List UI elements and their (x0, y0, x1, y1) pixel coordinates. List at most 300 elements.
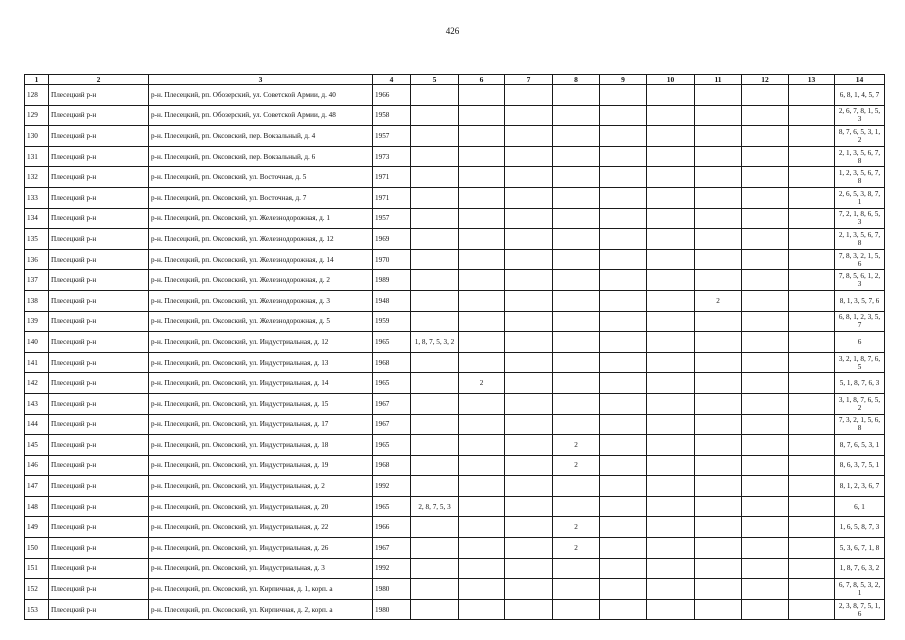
column-7-cell (505, 393, 553, 414)
column-12-cell (742, 126, 789, 147)
page-number: 426 (445, 26, 460, 36)
district-cell: Плесецкий р-н (49, 167, 149, 188)
column-8-cell (553, 208, 600, 229)
column-7-cell (505, 208, 553, 229)
column-5-cell (411, 538, 459, 559)
row-number-cell: 135 (25, 229, 49, 250)
column-header-12: 12 (742, 75, 789, 85)
table-row (25, 311, 885, 332)
column-11-cell (695, 455, 742, 476)
column-11-cell (695, 126, 742, 147)
district-cell: Плесецкий р-н (49, 352, 149, 373)
column-13-cell (789, 311, 835, 332)
column-13-cell (789, 187, 835, 208)
column-7-cell (505, 229, 553, 250)
column-10-cell (647, 352, 695, 373)
address-cell: р-н. Плесецкий, рп. Оксовский, ул. Индустриальная, д. 2 (149, 476, 373, 497)
address-cell: р-н. Плесецкий, рп. Оксовский, ул. Индустриальная, д. 19 (149, 455, 373, 476)
district-cell: Плесецкий р-н (49, 270, 149, 291)
column-11-cell (695, 579, 742, 600)
district-cell: Плесецкий р-н (49, 414, 149, 435)
row-number-cell: 150 (25, 538, 49, 559)
column-14-cell: 7, 2, 1, 8, 6, 5, 3 (835, 208, 885, 229)
column-7-cell (505, 579, 553, 600)
column-7-cell (505, 85, 553, 106)
column-14-cell: 6, 1 (835, 496, 885, 517)
column-10-cell (647, 558, 695, 579)
column-6-cell (459, 146, 505, 167)
address-cell: р-н. Плесецкий, рп. Оксовский, ул. Железнодорожная, д. 3 (149, 290, 373, 311)
column-5-cell (411, 208, 459, 229)
column-10-cell (647, 146, 695, 167)
year-cell: 1967 (373, 414, 411, 435)
column-6-cell (459, 167, 505, 188)
column-8-cell (553, 352, 600, 373)
column-13-cell (789, 332, 835, 353)
table-row (25, 249, 885, 270)
column-10-cell (647, 393, 695, 414)
column-10-cell (647, 435, 695, 456)
row-number-cell: 144 (25, 414, 49, 435)
column-13-cell (789, 229, 835, 250)
column-12-cell (742, 352, 789, 373)
year-cell: 1971 (373, 187, 411, 208)
address-cell: р-н. Плесецкий, рп. Оксовский, ул. Индустриальная, д. 15 (149, 393, 373, 414)
district-cell: Плесецкий р-н (49, 187, 149, 208)
column-7-cell (505, 496, 553, 517)
column-8-cell (553, 290, 600, 311)
column-11-cell (695, 105, 742, 126)
column-13-cell (789, 105, 835, 126)
column-14-cell: 1, 2, 3, 5, 6, 7, 8 (835, 167, 885, 188)
column-12-cell (742, 579, 789, 600)
row-number-cell: 134 (25, 208, 49, 229)
address-cell: р-н. Плесецкий, рп. Оксовский, ул. Индустриальная, д. 26 (149, 538, 373, 559)
column-8-cell (553, 558, 600, 579)
column-6-cell (459, 208, 505, 229)
table-row (25, 126, 885, 147)
column-9-cell (600, 455, 647, 476)
row-number-cell: 140 (25, 332, 49, 353)
column-5-cell (411, 229, 459, 250)
table-row (25, 538, 885, 559)
column-header-8: 8 (553, 75, 600, 85)
column-13-cell (789, 496, 835, 517)
column-7-cell (505, 373, 553, 394)
row-number-cell: 146 (25, 455, 49, 476)
table-row (25, 146, 885, 167)
column-7-cell (505, 599, 553, 620)
column-12-cell (742, 332, 789, 353)
column-10-cell (647, 476, 695, 497)
column-7-cell (505, 187, 553, 208)
column-5-cell (411, 105, 459, 126)
column-13-cell (789, 85, 835, 106)
column-header-14: 14 (835, 75, 885, 85)
row-number-cell: 145 (25, 435, 49, 456)
column-11-cell (695, 187, 742, 208)
column-14-cell: 8, 6, 3, 7, 5, 1 (835, 455, 885, 476)
column-7-cell (505, 538, 553, 559)
column-11-cell (695, 373, 742, 394)
column-14-cell: 6 (835, 332, 885, 353)
table-row (25, 208, 885, 229)
column-9-cell (600, 538, 647, 559)
table-row (25, 290, 885, 311)
table-row (25, 455, 885, 476)
column-10-cell (647, 105, 695, 126)
column-8-cell (553, 476, 600, 497)
column-9-cell (600, 579, 647, 600)
table-row (25, 517, 885, 538)
column-9-cell (600, 126, 647, 147)
column-13-cell (789, 270, 835, 291)
table-row (25, 187, 885, 208)
row-number-cell: 151 (25, 558, 49, 579)
row-number-cell: 133 (25, 187, 49, 208)
column-14-cell: 2, 3, 8, 7, 5, 1, 6 (835, 599, 885, 620)
row-number-cell: 148 (25, 496, 49, 517)
column-5-cell (411, 311, 459, 332)
column-8-cell (553, 146, 600, 167)
column-6-cell (459, 599, 505, 620)
year-cell: 1992 (373, 476, 411, 497)
table-row (25, 579, 885, 600)
column-10-cell (647, 517, 695, 538)
column-12-cell (742, 229, 789, 250)
column-6-cell (459, 332, 505, 353)
year-cell: 1966 (373, 517, 411, 538)
year-cell: 1970 (373, 249, 411, 270)
district-cell: Плесецкий р-н (49, 126, 149, 147)
column-7-cell (505, 290, 553, 311)
building-registry-table (24, 74, 885, 620)
column-8-cell (553, 599, 600, 620)
district-cell: Плесецкий р-н (49, 393, 149, 414)
column-13-cell (789, 290, 835, 311)
year-cell: 1957 (373, 126, 411, 147)
year-cell: 1958 (373, 105, 411, 126)
column-8-cell (553, 332, 600, 353)
column-9-cell (600, 208, 647, 229)
table-row (25, 85, 885, 106)
column-7-cell (505, 517, 553, 538)
column-8-cell: 2 (553, 538, 600, 559)
column-5-cell (411, 146, 459, 167)
year-cell: 1968 (373, 352, 411, 373)
district-cell: Плесецкий р-н (49, 311, 149, 332)
column-14-cell: 2, 1, 3, 5, 6, 7, 8 (835, 229, 885, 250)
column-9-cell (600, 146, 647, 167)
year-cell: 1967 (373, 393, 411, 414)
year-cell: 1980 (373, 599, 411, 620)
row-number-cell: 147 (25, 476, 49, 497)
column-13-cell (789, 558, 835, 579)
row-number-cell: 152 (25, 579, 49, 600)
column-12-cell (742, 373, 789, 394)
column-11-cell (695, 146, 742, 167)
year-cell: 1948 (373, 290, 411, 311)
column-10-cell (647, 579, 695, 600)
column-12-cell (742, 538, 789, 559)
column-11-cell (695, 85, 742, 106)
district-cell: Плесецкий р-н (49, 105, 149, 126)
column-6-cell (459, 105, 505, 126)
column-10-cell (647, 538, 695, 559)
column-6-cell (459, 187, 505, 208)
table-row (25, 558, 885, 579)
column-6-cell (459, 435, 505, 456)
column-9-cell (600, 496, 647, 517)
year-cell: 1971 (373, 167, 411, 188)
column-11-cell (695, 311, 742, 332)
column-7-cell (505, 352, 553, 373)
address-cell: р-н. Плесецкий, рп. Оксовский, ул. Восточная, д. 7 (149, 187, 373, 208)
column-10-cell (647, 187, 695, 208)
district-cell: Плесецкий р-н (49, 517, 149, 538)
column-6-cell (459, 455, 505, 476)
row-number-cell: 137 (25, 270, 49, 291)
district-cell: Плесецкий р-н (49, 290, 149, 311)
column-5-cell (411, 352, 459, 373)
address-cell: р-н. Плесецкий, рп. Оксовский, пер. Вокзальный, д. 6 (149, 146, 373, 167)
table-row (25, 270, 885, 291)
column-5-cell (411, 290, 459, 311)
column-14-cell: 6, 8, 1, 2, 3, 5, 7 (835, 311, 885, 332)
column-6-cell (459, 476, 505, 497)
column-8-cell (553, 126, 600, 147)
column-13-cell (789, 126, 835, 147)
column-12-cell (742, 105, 789, 126)
column-6-cell (459, 393, 505, 414)
column-14-cell: 8, 7, 6, 5, 3, 1, 2 (835, 126, 885, 147)
column-11-cell (695, 229, 742, 250)
column-12-cell (742, 249, 789, 270)
column-11-cell (695, 332, 742, 353)
column-7-cell (505, 311, 553, 332)
year-cell: 1989 (373, 270, 411, 291)
column-header-6: 6 (459, 75, 505, 85)
address-cell: р-н. Плесецкий, рп. Оксовский, ул. Индустриальная, д. 3 (149, 558, 373, 579)
address-cell: р-н. Плесецкий, рп. Обозерский, ул. Советской Армии, д. 40 (149, 85, 373, 106)
table-row (25, 599, 885, 620)
column-13-cell (789, 599, 835, 620)
year-cell: 1959 (373, 311, 411, 332)
column-9-cell (600, 105, 647, 126)
column-10-cell (647, 373, 695, 394)
column-13-cell (789, 476, 835, 497)
column-header-10: 10 (647, 75, 695, 85)
year-cell: 1965 (373, 496, 411, 517)
column-7-cell (505, 126, 553, 147)
column-14-cell: 3, 1, 8, 7, 6, 5, 2 (835, 393, 885, 414)
column-12-cell (742, 414, 789, 435)
district-cell: Плесецкий р-н (49, 249, 149, 270)
row-number-cell: 139 (25, 311, 49, 332)
column-11-cell (695, 414, 742, 435)
column-9-cell (600, 414, 647, 435)
address-cell: р-н. Плесецкий, рп. Оксовский, ул. Индустриальная, д. 18 (149, 435, 373, 456)
row-number-cell: 129 (25, 105, 49, 126)
column-5-cell (411, 373, 459, 394)
column-10-cell (647, 126, 695, 147)
column-9-cell (600, 435, 647, 456)
column-14-cell: 8, 1, 2, 3, 6, 7 (835, 476, 885, 497)
column-9-cell (600, 167, 647, 188)
column-5-cell (411, 126, 459, 147)
column-7-cell (505, 332, 553, 353)
column-9-cell (600, 290, 647, 311)
column-9-cell (600, 393, 647, 414)
column-12-cell (742, 208, 789, 229)
column-9-cell (600, 332, 647, 353)
column-8-cell (553, 270, 600, 291)
column-12-cell (742, 270, 789, 291)
column-9-cell (600, 311, 647, 332)
column-13-cell (789, 167, 835, 188)
column-6-cell (459, 579, 505, 600)
column-header-13: 13 (789, 75, 835, 85)
column-5-cell (411, 167, 459, 188)
column-12-cell (742, 455, 789, 476)
table-row (25, 352, 885, 373)
table-row (25, 229, 885, 250)
column-12-cell (742, 311, 789, 332)
column-9-cell (600, 517, 647, 538)
column-14-cell: 7, 8, 5, 6, 1, 2, 3 (835, 270, 885, 291)
district-cell: Плесецкий р-н (49, 599, 149, 620)
column-14-cell: 2, 6, 5, 3, 8, 7, 1 (835, 187, 885, 208)
district-cell: Плесецкий р-н (49, 476, 149, 497)
column-10-cell (647, 208, 695, 229)
column-7-cell (505, 249, 553, 270)
row-number-cell: 138 (25, 290, 49, 311)
year-cell: 1968 (373, 455, 411, 476)
column-6-cell (459, 85, 505, 106)
column-14-cell: 6, 7, 8, 5, 3, 2, 1 (835, 579, 885, 600)
column-6-cell (459, 311, 505, 332)
column-10-cell (647, 332, 695, 353)
table-row (25, 105, 885, 126)
column-5-cell (411, 249, 459, 270)
year-cell: 1980 (373, 579, 411, 600)
column-6-cell (459, 538, 505, 559)
address-cell: р-н. Плесецкий, рп. Оксовский, ул. Индустриальная, д. 17 (149, 414, 373, 435)
column-header-2: 2 (49, 75, 149, 85)
table-row (25, 414, 885, 435)
column-5-cell (411, 414, 459, 435)
column-13-cell (789, 373, 835, 394)
column-12-cell (742, 558, 789, 579)
table-row (25, 435, 885, 456)
row-number-cell: 142 (25, 373, 49, 394)
column-14-cell: 7, 3, 2, 1, 5, 6, 8 (835, 414, 885, 435)
address-cell: р-н. Плесецкий, рп. Оксовский, пер. Вокзальный, д. 4 (149, 126, 373, 147)
column-7-cell (505, 435, 553, 456)
column-5-cell: 1, 8, 7, 5, 3, 2 (411, 332, 459, 353)
column-12-cell (742, 599, 789, 620)
column-11-cell (695, 393, 742, 414)
column-7-cell (505, 558, 553, 579)
column-14-cell: 8, 1, 3, 5, 7, 6 (835, 290, 885, 311)
column-11-cell (695, 249, 742, 270)
column-14-cell: 2, 1, 3, 5, 6, 7, 8 (835, 146, 885, 167)
column-12-cell (742, 393, 789, 414)
column-14-cell: 8, 7, 6, 5, 3, 1 (835, 435, 885, 456)
column-7-cell (505, 167, 553, 188)
column-6-cell (459, 249, 505, 270)
address-cell: р-н. Плесецкий, рп. Оксовский, ул. Кирпичная, д. 1, корп. а (149, 579, 373, 600)
column-7-cell (505, 270, 553, 291)
column-8-cell (553, 105, 600, 126)
year-cell: 1966 (373, 85, 411, 106)
column-13-cell (789, 208, 835, 229)
column-6-cell (459, 126, 505, 147)
table-row (25, 332, 885, 353)
column-5-cell (411, 476, 459, 497)
column-8-cell (553, 311, 600, 332)
year-cell: 1967 (373, 538, 411, 559)
column-5-cell (411, 270, 459, 291)
column-11-cell (695, 208, 742, 229)
address-cell: р-н. Плесецкий, рп. Оксовский, ул. Индустриальная, д. 22 (149, 517, 373, 538)
column-header-1: 1 (25, 75, 49, 85)
district-cell: Плесецкий р-н (49, 496, 149, 517)
row-number-cell: 149 (25, 517, 49, 538)
column-6-cell (459, 290, 505, 311)
column-12-cell (742, 496, 789, 517)
column-5-cell (411, 558, 459, 579)
column-12-cell (742, 290, 789, 311)
year-cell: 1973 (373, 146, 411, 167)
column-10-cell (647, 311, 695, 332)
column-14-cell: 1, 8, 7, 6, 3, 2 (835, 558, 885, 579)
column-9-cell (600, 599, 647, 620)
column-5-cell (411, 517, 459, 538)
column-header-9: 9 (600, 75, 647, 85)
column-8-cell (553, 393, 600, 414)
year-cell: 1992 (373, 558, 411, 579)
column-13-cell (789, 352, 835, 373)
district-cell: Плесецкий р-н (49, 332, 149, 353)
column-6-cell (459, 517, 505, 538)
district-cell: Плесецкий р-н (49, 579, 149, 600)
column-5-cell (411, 187, 459, 208)
column-9-cell (600, 229, 647, 250)
column-6-cell (459, 352, 505, 373)
year-cell: 1957 (373, 208, 411, 229)
column-11-cell (695, 352, 742, 373)
column-7-cell (505, 476, 553, 497)
district-cell: Плесецкий р-н (49, 146, 149, 167)
table-row (25, 167, 885, 188)
column-14-cell: 5, 1, 8, 7, 6, 3 (835, 373, 885, 394)
column-5-cell (411, 85, 459, 106)
column-13-cell (789, 393, 835, 414)
column-7-cell (505, 414, 553, 435)
column-header-4: 4 (373, 75, 411, 85)
column-11-cell (695, 270, 742, 291)
district-cell: Плесецкий р-н (49, 85, 149, 106)
column-6-cell (459, 558, 505, 579)
column-6-cell (459, 496, 505, 517)
year-cell: 1969 (373, 229, 411, 250)
district-cell: Плесецкий р-н (49, 558, 149, 579)
column-10-cell (647, 270, 695, 291)
column-14-cell: 1, 6, 5, 8, 7, 3 (835, 517, 885, 538)
column-5-cell (411, 599, 459, 620)
column-10-cell (647, 249, 695, 270)
